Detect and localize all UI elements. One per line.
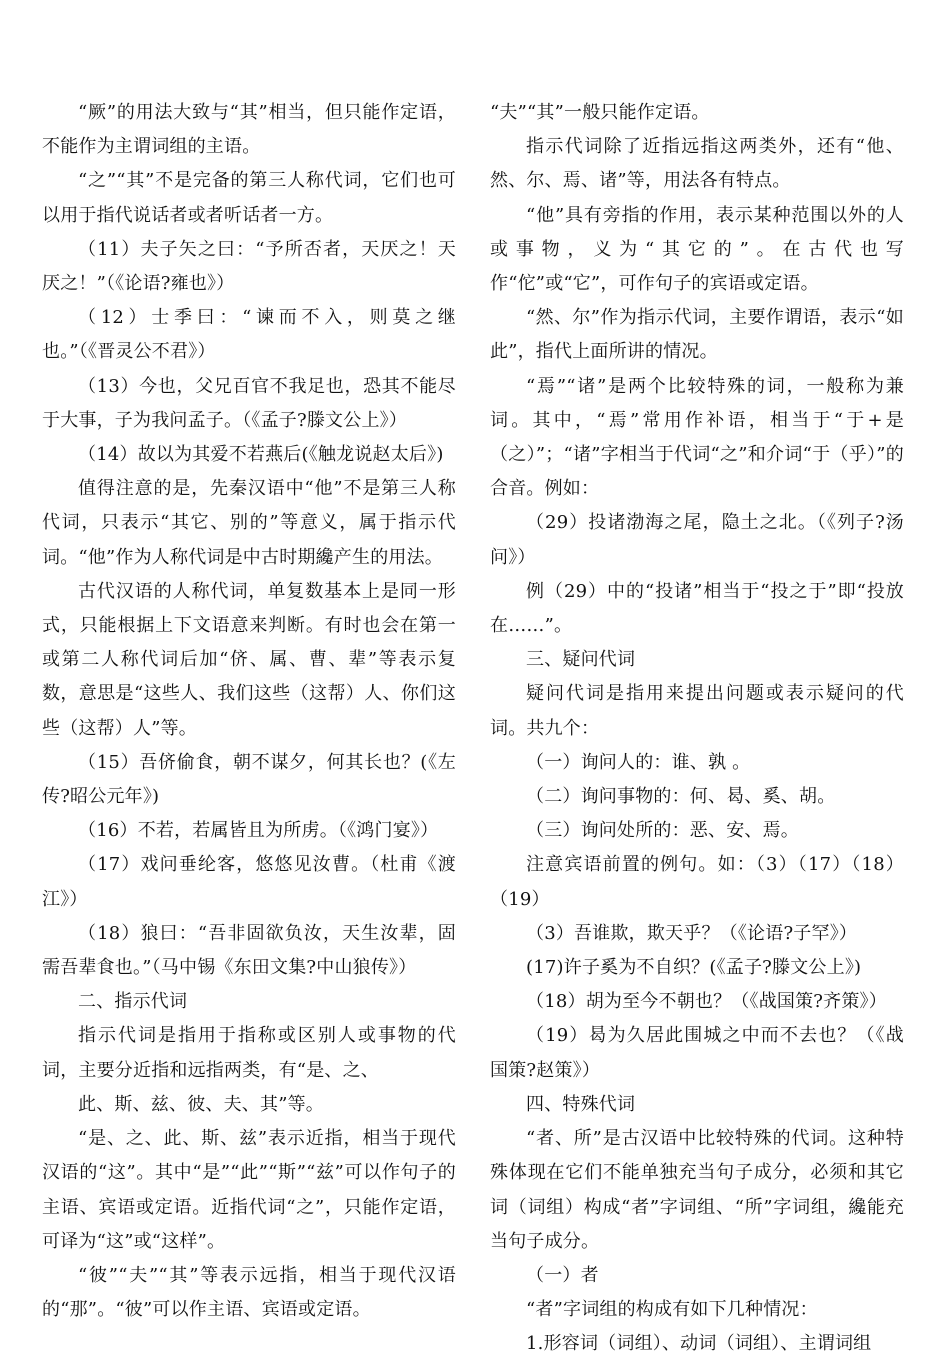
example-sentence: （29）投诸渤海之尾，隐土之北。（《列子?汤问》） <box>490 512 904 568</box>
example-sentence: （13）今也，父兄百官不我足也，恐其不能尽于大事，子为我问孟子。（《孟子?滕文公上》） <box>42 375 456 431</box>
section-heading: 四、特殊代词 <box>526 1093 636 1115</box>
example-sentence: （19）曷为久居此围城之中而不去也？（《战国策?赵策》） <box>490 1025 904 1081</box>
example-sentence: （17）戏问垂纶客，悠悠见汝曹。（杜甫《渡江》） <box>42 854 456 910</box>
paragraph: 此、斯、兹、彼、夫、其”等。 <box>78 1093 325 1115</box>
paragraph: “厥”的用法大致与“其”相当，但只能作定语，不能作为主谓词组的主语。 <box>42 102 456 158</box>
paragraph: 1.形容词（词组）、动词（词组）、主谓词组 <box>526 1333 872 1355</box>
example-sentence: （18）胡为至今不朝也？（《战国策?齐策》） <box>526 991 887 1013</box>
left-column <box>42 96 456 1327</box>
example-sentence: (17)许子奚为不自织？(《孟子?滕文公上》) <box>526 957 862 979</box>
right-column <box>490 96 904 1362</box>
section-heading: 三、疑问代词 <box>526 649 636 671</box>
list-item: （三）询问处所的：恶、安、焉。 <box>526 820 799 842</box>
section-heading: 二、指示代词 <box>78 991 188 1013</box>
paragraph: “之”“其”不是完备的第三人称代词，它们也可以用于指代说话者或者听话者一方。 <box>42 170 456 226</box>
example-sentence: （3）吾谁欺，欺天乎？（《论语?子罕》） <box>526 922 858 944</box>
subsection-heading: （一）者 <box>526 1264 599 1286</box>
paragraph: “彼”“夫”“其”等表示远指，相当于现代汉语的“那”。“彼”可以作主语、宾语或定语。 <box>42 1264 456 1321</box>
paragraph: “者”字词组的构成有如下几种情况： <box>526 1299 818 1321</box>
paragraph: 古代汉语的人称代词，单复数基本上是同一形式，只能根据上下文语意来判断。有时也会在第一或第二人称代词后加“侪、属、曹、辈”等表示复数，意思是“这些人、我们这些（这帮）人、你们这些（这帮）人”等。 <box>42 580 456 739</box>
paragraph: “夫”“其”一般只能作定语。 <box>490 102 710 123</box>
example-sentence: （15）吾侪偷食，朝不谋夕，何其长也？(《左传?昭公元年》) <box>42 751 456 808</box>
paragraph: 注意宾语前置的例句。如：（3）（17）（18）（19） <box>490 854 904 910</box>
paragraph: 值得注意的是，先秦汉语中“他”不是第三人称代词，只表示“其它、别的”等意义，属于指示代词。“他”作为人称代词是中古时期纔产生的用法。 <box>42 478 456 568</box>
example-sentence: （18）狼曰：“吾非固欲负汝，天生汝辈，固需吾辈食也。”（马中锡《东田文集?中山狼传》） <box>42 922 456 979</box>
paragraph: “焉”“诸”是两个比较特殊的词，一般称为兼词。其中，“焉”常用作补语，相当于“于+是（之）”；“诸”字相当于代词“之”和介词“于（乎）”的合音。例如： <box>490 375 904 500</box>
paragraph: 指示代词除了近指远指这两类外，还有“他、然、尔、焉、诸”等，用法各有特点。 <box>490 136 904 192</box>
paragraph: 指示代词是指用于指称或区别人或事物的代词，主要分近指和远指两类，有“是、之、 <box>42 1025 456 1081</box>
paragraph: 疑问代词是指用来提出问题或表示疑问的代词。共九个： <box>490 683 904 739</box>
list-item: （二）询问事物的：何、曷、奚、胡。 <box>526 786 836 808</box>
paragraph: 例（29）中的“投诸”相当于“投之于”即“投放在……”。 <box>490 580 904 637</box>
example-sentence: （16）不若，若属皆且为所虏。（《鸿门宴》） <box>78 820 439 842</box>
paragraph: “是、之、此、斯、兹”表示近指，相当于现代汉语的“这”。其中“是”“此”“斯”“兹”可以作句子的主语、宾语或定语。近指代词“之”，只能作定语，可译为“这”或“这样”。 <box>42 1128 456 1252</box>
example-sentence: （11）夫子矢之曰：“予所否者，天厌之！天厌之！”（《论语?雍也》） <box>42 238 456 295</box>
list-item: （一）询问人的：谁、孰 。 <box>526 751 751 773</box>
example-sentence: （14）故以为其爱不若燕后(《触龙说赵太后》) <box>78 444 444 466</box>
paragraph: “他”具有旁指的作用，表示某种范围以外的人或事物，义为“其它的”。在古代也写作“佗”或“它”，可作句子的宾语或定语。 <box>490 204 904 295</box>
example-sentence: （12）士季曰：“谏而不入，则莫之继也。”（《晋灵公不君》） <box>42 307 456 363</box>
paragraph: “者、所”是古汉语中比较特殊的代词。这种特殊体现在它们不能单独充当句子成分，必须和其它词（词组）构成“者”字词组、“所”字词组，纔能充当句子成分。 <box>490 1128 904 1252</box>
paragraph: “然、尔”作为指示代词，主要作谓语，表示“如此”，指代上面所讲的情况。 <box>490 307 904 363</box>
